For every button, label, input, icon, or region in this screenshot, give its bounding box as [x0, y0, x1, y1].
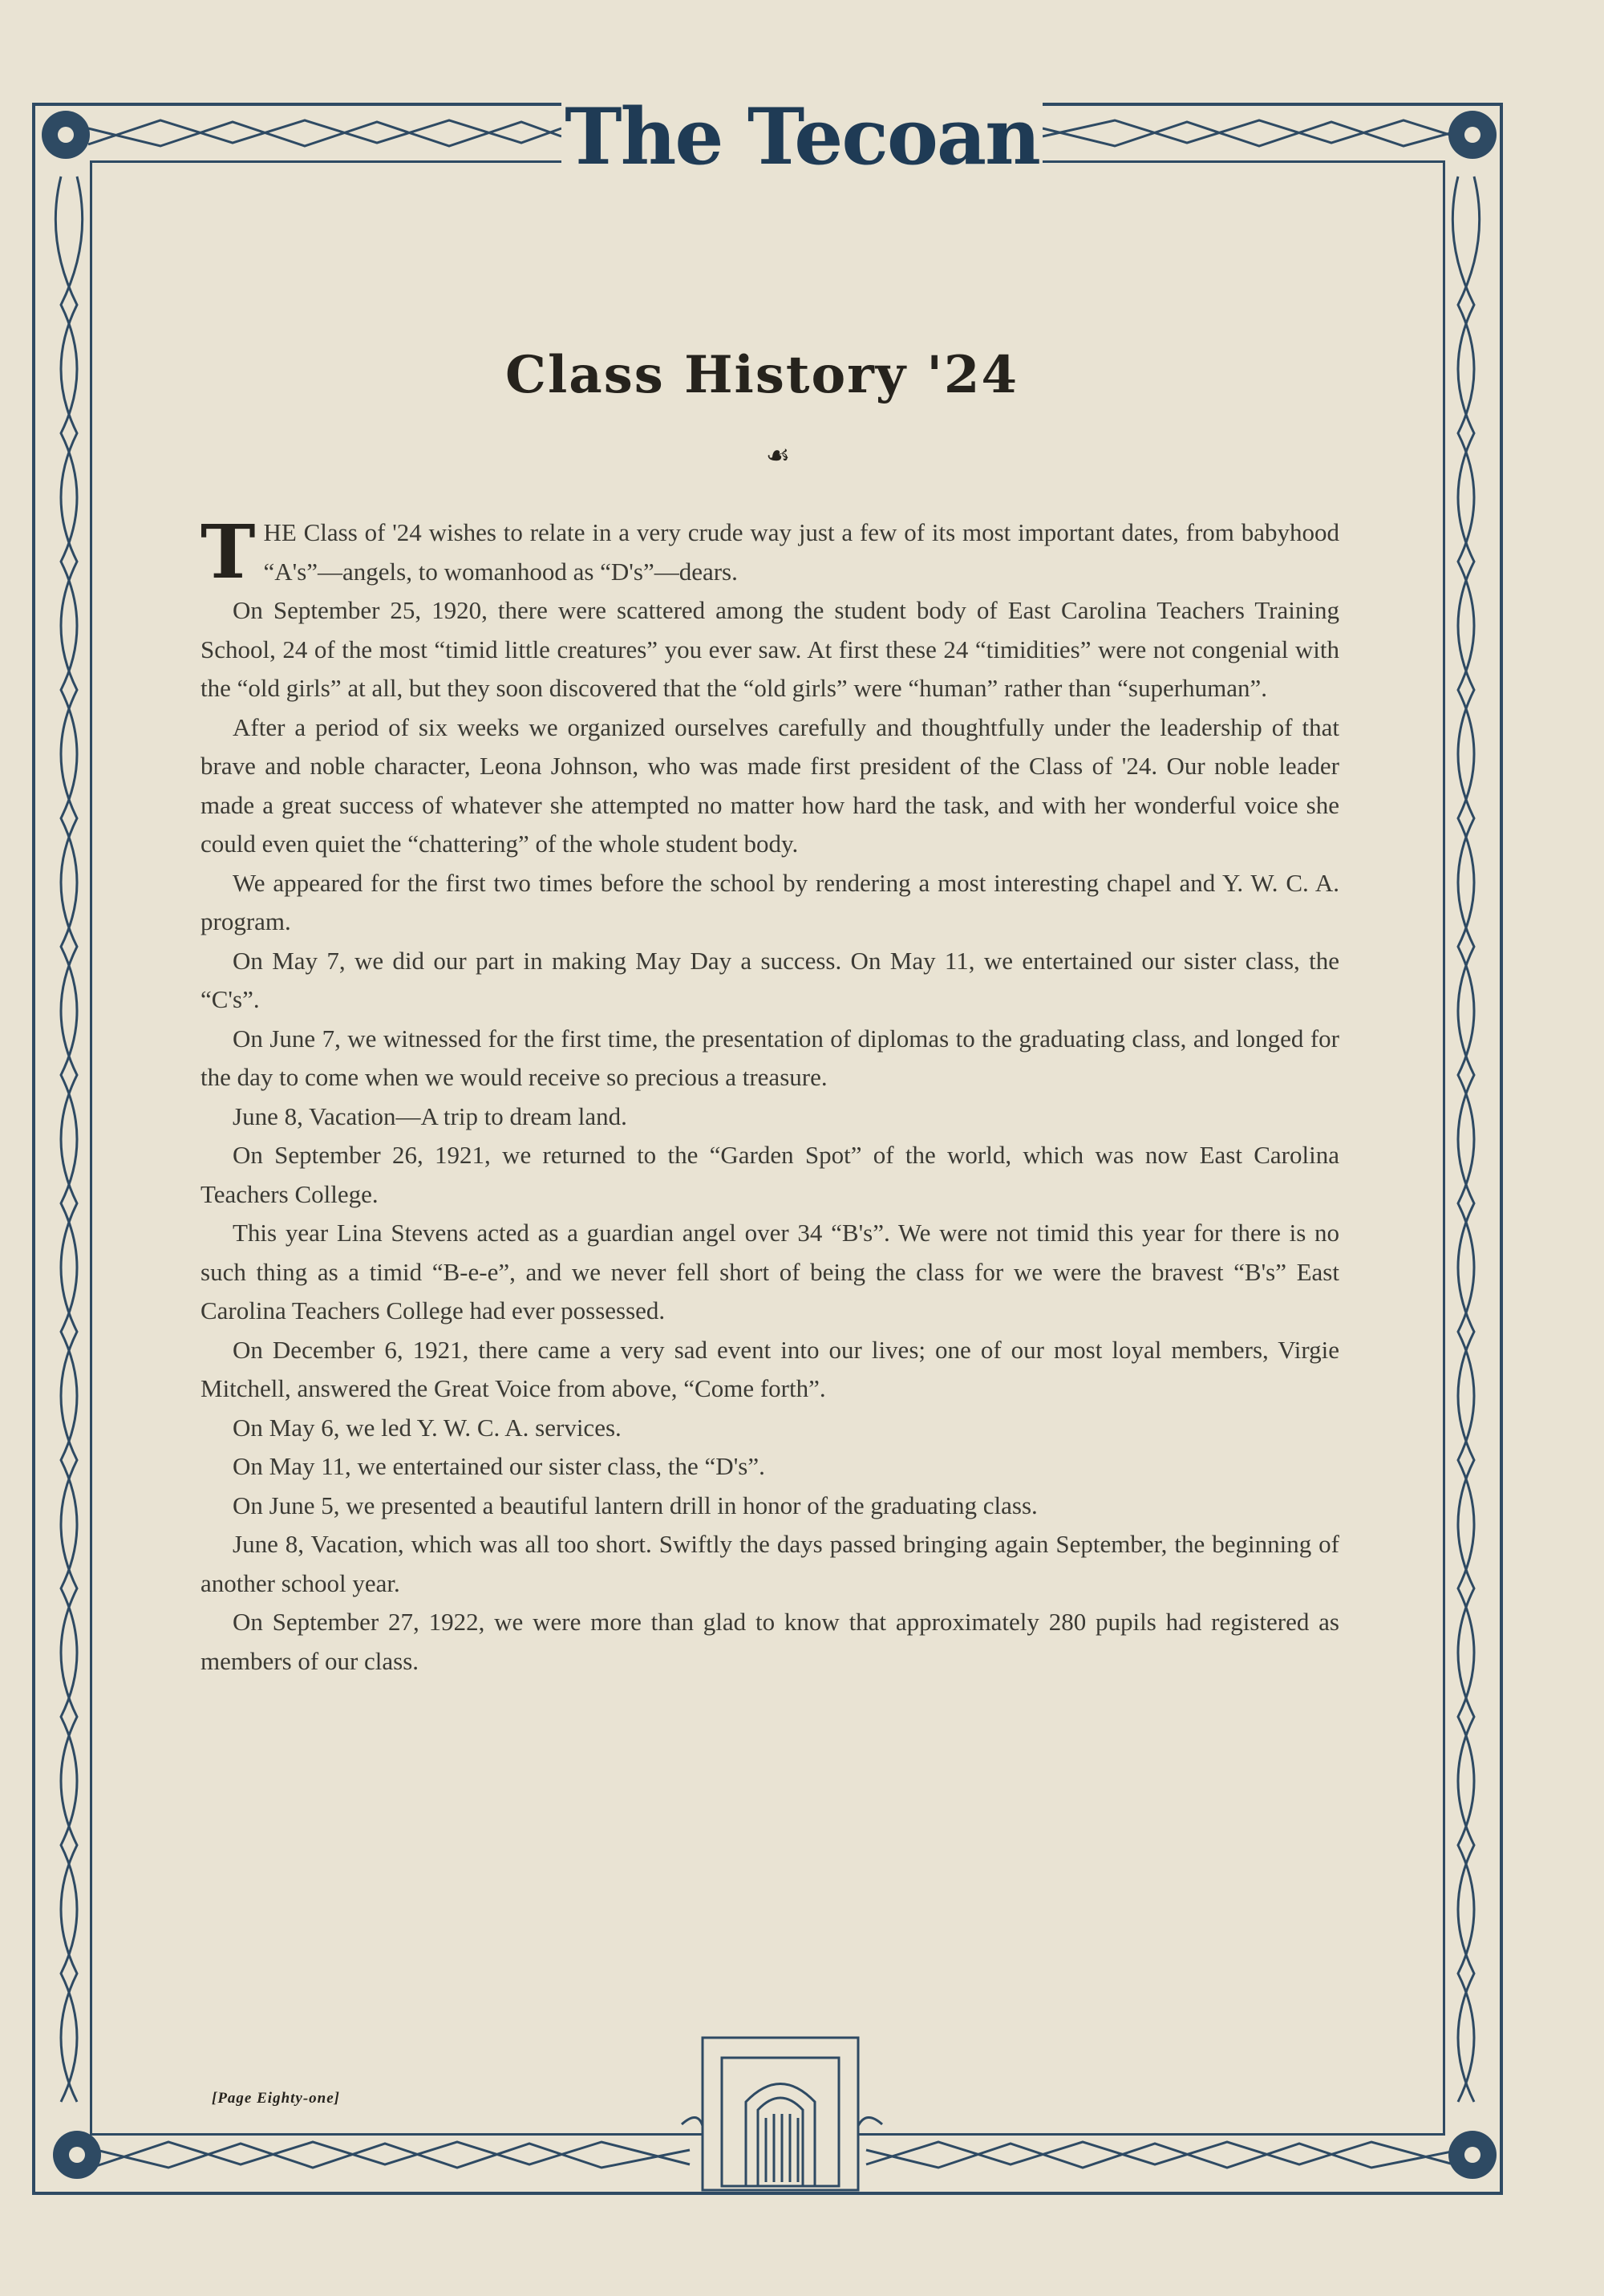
paragraph: On May 7, we did our part in making May Day a success. On May 11, we entertained our sister class, the “C's”. [200, 946, 1339, 1013]
class-history-text [200, 509, 1339, 1681]
page-title: Class History '24 [505, 345, 1019, 405]
paragraph: On May 11, we entertained our sister class, the “D's”. [233, 1452, 765, 1480]
paragraph: We appeared for the first two times before the school by rendering a most interesting chapel and Y. W. C. A. program. [200, 868, 1339, 935]
paragraph: This year Lina Stevens acted as a guardian angel over 34 “B's”. We were not timid this year for there is no such thing as a timid “B-e-e”, and we never fell short of being the class for we were the bravest “B's” East Carolina Teachers College had ever possessed. [200, 1219, 1339, 1324]
paragraph-text: HE Class of '24 wishes to relate in a very crude way just a few of its most important dates, from babyhood “A's”—angels, to womanhood as “D's”—dears. [263, 518, 1339, 586]
paragraph: On September 26, 1921, we returned to the “Garden Spot” of the world, which was now East Carolina Teachers College. [200, 1141, 1339, 1208]
drop-cap: T [200, 509, 256, 595]
paragraph: After a period of six weeks we organized ourselves carefully and thoughtfully under the leadership of that brave and noble character, Leona Johnson, who was made first president of the Class of '24. Our noble leader made a great success of whatever she attempted no matter how hard the task, and with her wonderful voice she could even quiet the “chattering” of the whole student body. [200, 712, 1339, 858]
paragraph: June 8, Vacation, which was all too short. Swiftly the days passed bringing again September, the beginning of another school year. [200, 1530, 1339, 1597]
fleuron-icon: ☙ [765, 440, 791, 472]
paragraph: On May 6, we led Y. W. C. A. services. [233, 1413, 622, 1442]
page-number: [Page Eighty-one] [212, 2090, 341, 2107]
paragraph [200, 509, 1339, 595]
masthead-title: The Tecoan [561, 93, 1043, 181]
paragraph: On June 5, we presented a beautiful lantern drill in honor of the graduating class. [233, 1491, 1038, 1519]
paragraph: On September 27, 1922, we were more than glad to know that approximately 280 pupils had registered as members of our class. [200, 1608, 1339, 1675]
paragraph: On June 7, we witnessed for the first time, the presentation of diplomas to the graduating class, and longed for the day to come when we would receive so precious a treasure. [200, 1024, 1339, 1091]
paragraph: On December 6, 1921, there came a very sad event into our lives; one of our most loyal members, Virgie Mitchell, answered the Great Voice from above, “Come forth”. [200, 1335, 1339, 1402]
paragraph: June 8, Vacation—A trip to dream land. [233, 1101, 627, 1130]
paragraph: On September 25, 1920, there were scattered among the student body of East Carolina Teachers Training School, 24 of the most “timid little creatures” you ever saw. At first these 24 “timidities” were not congenial with the “old girls” at all, but they soon discovered that the “old girls” were “human” rather than “superhuman”. [200, 596, 1339, 702]
